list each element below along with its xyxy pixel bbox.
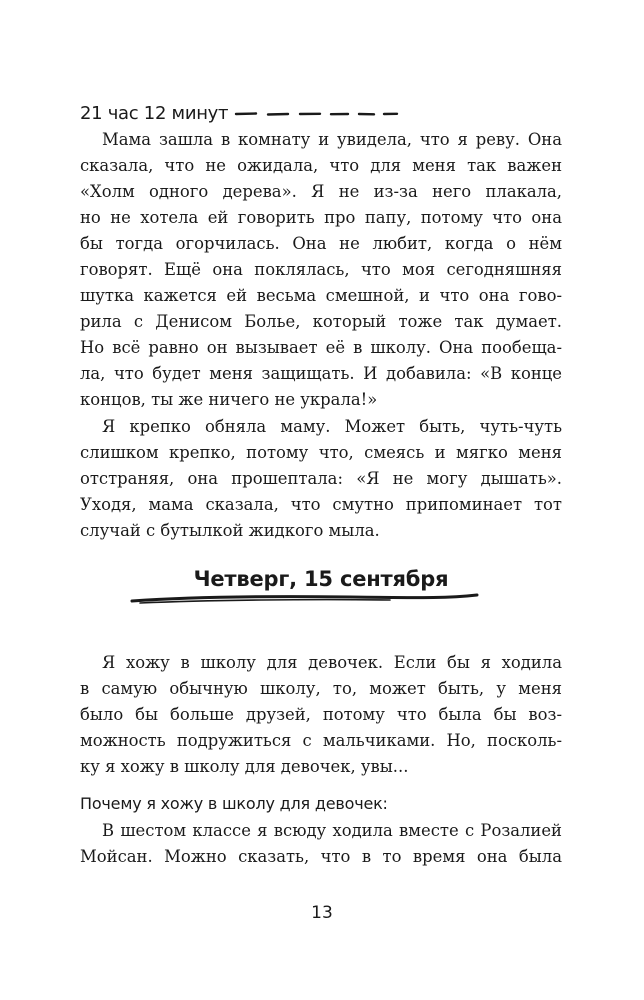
- text-line: случай с бутылкой жидкого мыла.: [80, 521, 380, 540]
- paragraph-mom-came-in: [80, 127, 562, 413]
- text-line: концов, ты же ничего не украла!»: [80, 390, 378, 409]
- text-line: ла, что будет меня защищать. И добавила: «В конце: [80, 364, 562, 383]
- text-line: говорят. Ещё она поклялась, что моя сегодняшняя: [80, 260, 562, 279]
- text-line: Мойсан. Можно сказать, что в то время она была: [80, 847, 562, 866]
- paragraph-girls-school: [80, 650, 562, 780]
- text-line: Мама зашла в комнату и увидела, что я реву. Она: [102, 130, 562, 149]
- paragraph-hug-mom: [80, 414, 562, 544]
- page-number: 13: [311, 903, 333, 923]
- text-line: Уходя, мама сказала, что смутно припоминает тот: [80, 495, 562, 514]
- text-line: можность подружиться с мальчиками. Но, посколь-: [80, 731, 562, 750]
- text-line: Я крепко обняла маму. Может быть, чуть-чуть: [102, 417, 562, 436]
- why-heading: Почему я хожу в школу для девочек:: [80, 794, 388, 813]
- text-line: Я хожу в школу для девочек. Если бы я ходила: [102, 653, 562, 672]
- day-heading: [80, 567, 562, 591]
- dashed-line-decoration: [234, 106, 404, 120]
- text-line: слишком крепко, потому что, смеясь и мягко меня: [80, 443, 562, 462]
- time-heading-text: 21 час 12 минут: [80, 102, 229, 124]
- text-line: рила с Денисом Болье, который тоже так думает.: [80, 312, 562, 331]
- text-line: отстраняя, она прошептала: «Я не могу дышать».: [80, 469, 562, 488]
- text-line: сказала, что не ожидала, что для меня так важен: [80, 156, 562, 175]
- text-line: бы тогда огорчилась. Она не любит, когда о нём: [80, 234, 562, 253]
- paragraph-sixth-grade: [80, 818, 562, 870]
- text-line: ку я хожу в школу для девочек, увы...: [80, 757, 409, 776]
- text-line: было бы больше друзей, потому что была бы воз-: [80, 705, 562, 724]
- text-line: «Холм одного дерева». Я не из-за него плакала,: [80, 182, 562, 201]
- text-line: шутка кажется ей весьма смешной, и что она гово-: [80, 286, 562, 305]
- time-heading: [80, 98, 562, 128]
- text-line: но не хотела ей говорить про папу, потому что она: [80, 208, 562, 227]
- text-line: Но всё равно он вызывает её в школу. Она пообеща-: [80, 338, 562, 357]
- text-line: В шестом классе я всюду ходила вместе с Розалией: [102, 821, 562, 840]
- text-line: в самую обычную школу, то, может быть, у меня: [80, 679, 562, 698]
- brush-underline-decoration: [130, 592, 480, 606]
- day-heading-text: Четверг, 15 сентября: [193, 567, 449, 591]
